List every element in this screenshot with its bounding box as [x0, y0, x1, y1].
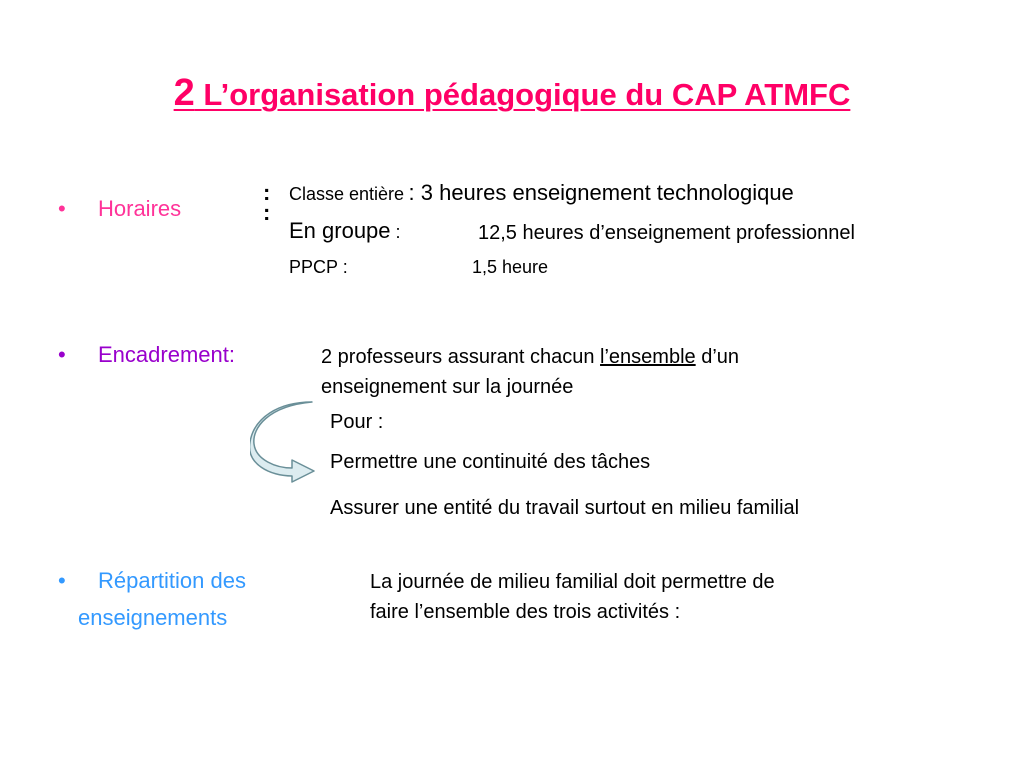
bullet-repartition	[58, 568, 246, 594]
horaires-groupe-value: 12,5 heures d’enseignement professionnel	[478, 222, 855, 244]
encadrement-line1	[321, 346, 739, 369]
bullet-dot: •	[58, 196, 66, 221]
bullet-dot: •	[58, 342, 66, 367]
horaires-classe-value: : 3 heures enseignement technologique	[408, 180, 794, 205]
bullet-encadrement	[58, 342, 235, 368]
bullet-encadrement-label: Encadrement:	[98, 342, 235, 367]
horaires-ppcp-value: 1,5 heure	[472, 257, 549, 277]
title-text: L’organisation pédagogique du CAP ATMFC	[194, 77, 851, 112]
encadrement-purpose-1: Permettre une continuité des tâches	[330, 451, 651, 473]
title-number: 2	[173, 72, 195, 114]
horaires-groupe-label: En groupe	[289, 218, 391, 243]
encadrement-purpose-2: Assurer une entité du travail surtout en milieu familial	[330, 497, 800, 519]
encadrement-line2: enseignement sur la journée	[321, 376, 574, 398]
curved-arrow-icon	[250, 398, 322, 484]
encadrement-pour: Pour :	[330, 411, 384, 433]
horaires-line-classe	[289, 180, 794, 206]
horaires-groupe-colon: :	[390, 222, 401, 242]
bullet-repartition-line1: Répartition des	[98, 568, 246, 593]
horaires-colon-bottom: :	[263, 200, 271, 225]
bullet-dot: •	[58, 568, 66, 593]
horaires-colon-top: :	[263, 180, 271, 205]
horaires-ppcp-label: PPCP :	[289, 257, 348, 277]
encadrement-underlined: l’ensemble	[600, 346, 696, 368]
horaires-line-groupe	[289, 218, 401, 244]
bullet-repartition-line2: enseignements	[78, 605, 228, 630]
bullet-horaires-label: Horaires	[98, 196, 182, 221]
bullet-horaires	[58, 196, 181, 222]
repartition-line2: faire l’ensemble des trois activités :	[370, 601, 681, 623]
horaires-classe-label: Classe entière	[289, 184, 405, 204]
encadrement-text-before: 2 professeurs assurant chacun	[321, 346, 601, 368]
repartition-line1: La journée de milieu familial doit permettre de	[370, 571, 775, 593]
arrow-shape	[250, 402, 314, 482]
encadrement-text-after: d’un	[695, 346, 740, 368]
page-title	[0, 72, 1024, 115]
